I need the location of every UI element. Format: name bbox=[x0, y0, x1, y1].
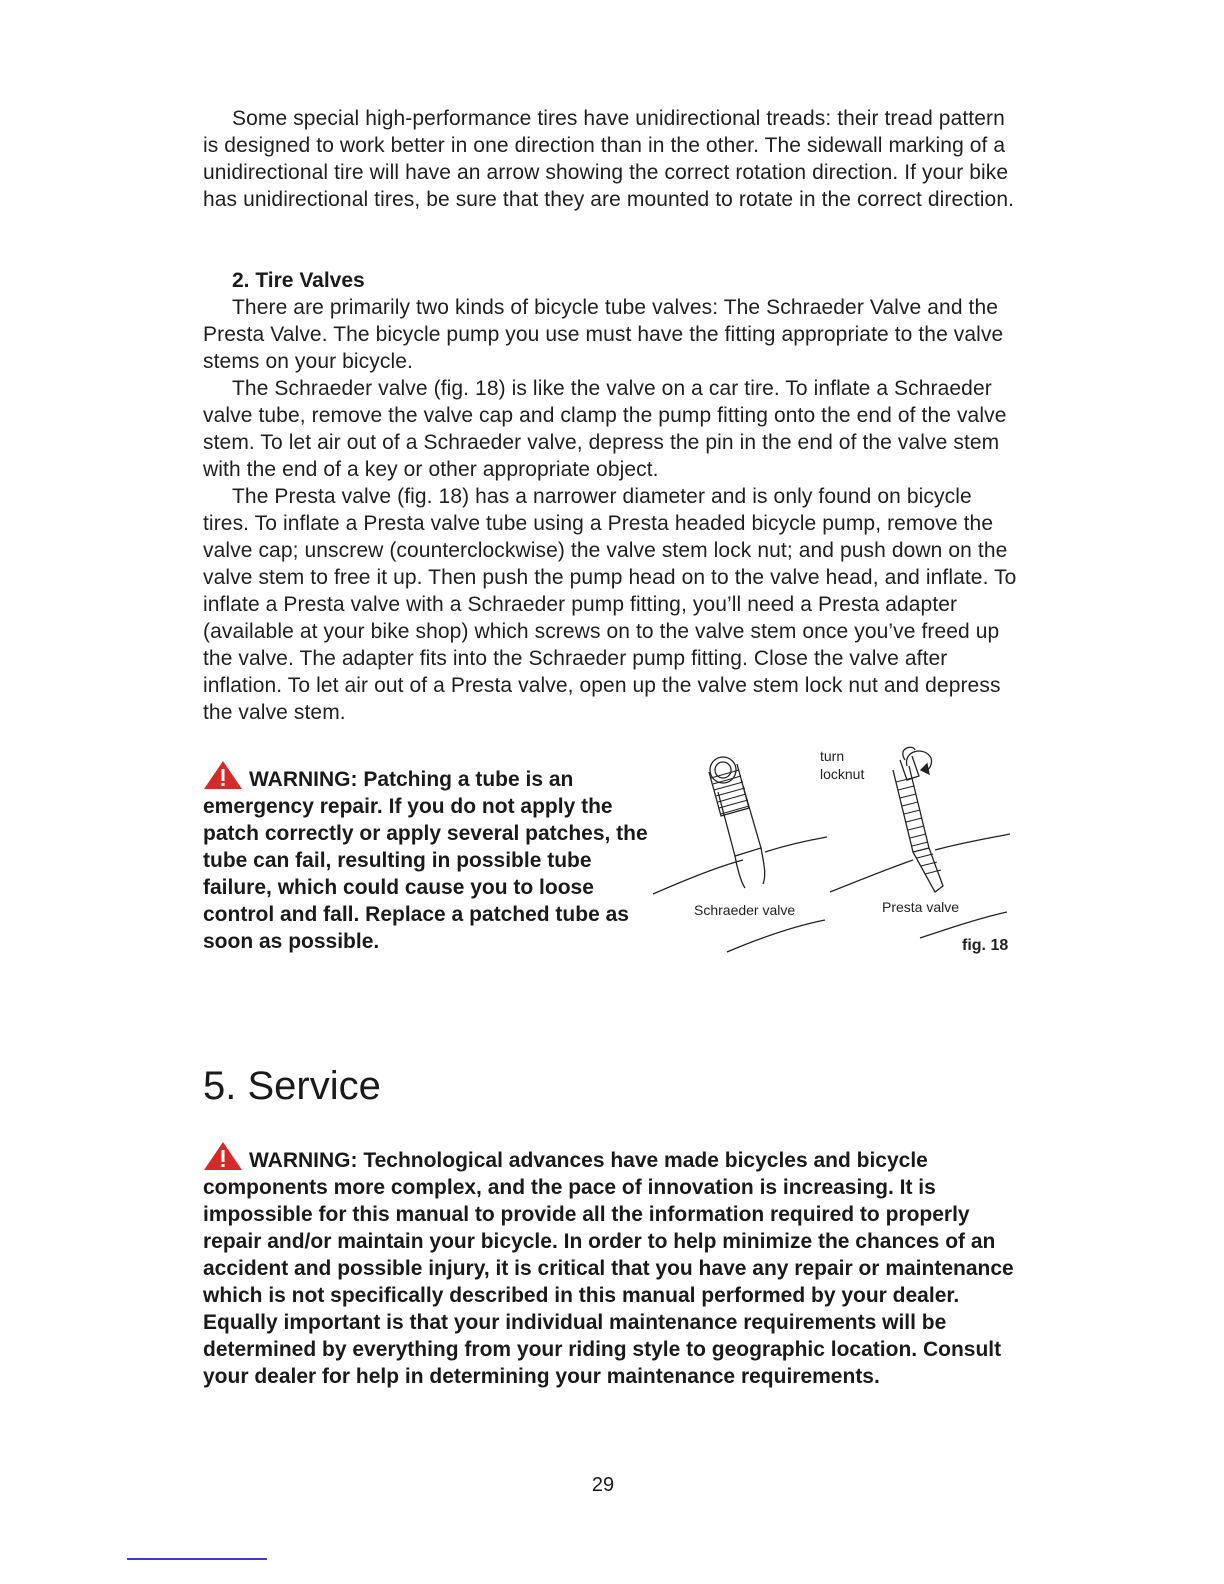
warning-triangle-icon bbox=[203, 1141, 243, 1171]
tire-valves-paragraph-1: There are primarily two kinds of bicycle tube valves: The Schraeder Valve and the Presta Valve. The bicycle pump you use must have the fitting appropriate to the valve stems on your bicycle. bbox=[203, 296, 1004, 373]
intro-paragraph: Some special high-performance tires have unidirectional treads: their tread pattern is designed to work better in one direction than in the other. The sidewall marking of a unidirectional tire will have an arrow showing the correct rotation direction. If your bike has unidirectional tires, be sure that they are mounted to rotate in the correct direction. bbox=[203, 107, 1015, 211]
schraeder-paragraph: The Schraeder valve (fig. 18) is like the valve on a car tire. To inflate a Schraeder valve tube, remove the valve cap and clamp the pump fitting onto the end of the valve stem. To let air out of a Schraeder valve, depress the pin in the end of the valve stem with the end of a key or other appropriate object. bbox=[203, 377, 1007, 481]
footer-rule bbox=[127, 1558, 267, 1560]
figure-number: fig. 18 bbox=[962, 937, 1009, 954]
service-warning-text: WARNING: Technological advances have made bicycles and bicycle components more complex, and the pace of innovation is increasing. It is impossible for this manual to provide all the information required to properly repair and/or maintain your bicycle. In order to help minimize the chances of an accident and possible injury, it is critical that you have any repair or maintenance which is not specifically described in this manual performed by your dealer. Equally important is that your individual maintenance requirements will be determined by everything from your riding style to geographic location. Consult your dealer for help in determining your maintenance requirements. bbox=[203, 1149, 1014, 1388]
tire-valves-heading: 2. Tire Valves bbox=[232, 269, 365, 292]
schraeder-valve-label: Schraeder valve bbox=[694, 902, 796, 918]
page-number: 29 bbox=[591, 1474, 615, 1496]
valve-figure bbox=[645, 742, 1025, 964]
turn-label: turn bbox=[820, 748, 845, 764]
warning-triangle-icon bbox=[203, 760, 243, 790]
patch-warning bbox=[203, 760, 663, 955]
presta-paragraph: The Presta valve (fig. 18) has a narrower diameter and is only found on bicycle tires. To inflate a Presta valve tube using a Presta headed bicycle pump, remove the valve cap; unscrew (counterclockwise) the valve stem lock nut; and push down on the valve stem to free it up. Then push the pump head on to the valve head, and inflate. To inflate a Presta valve with a Schraeder pump fitting, you’ll need a Presta adapter (available at your bike shop) which screws on to the valve stem once you’ve freed up the valve. The adapter fits into the Schraeder pump fitting. Close the valve after inflation. To let air out of a Presta valve, open up the valve stem lock nut and depress the valve stem. bbox=[203, 485, 1017, 724]
patch-warning-text: WARNING: Patching a tube is an emergency repair. If you do not apply the patch correctly or apply several patches, the tube can fail, resulting in possible tube failure, which could cause you to loose control and fall. Replace a patched tube as soon as possible. bbox=[203, 768, 648, 953]
service-warning bbox=[203, 1141, 1033, 1390]
locknut-label: locknut bbox=[820, 766, 865, 782]
service-section-title: 5. Service bbox=[203, 1064, 381, 1108]
presta-valve-label: Presta valve bbox=[882, 899, 960, 915]
